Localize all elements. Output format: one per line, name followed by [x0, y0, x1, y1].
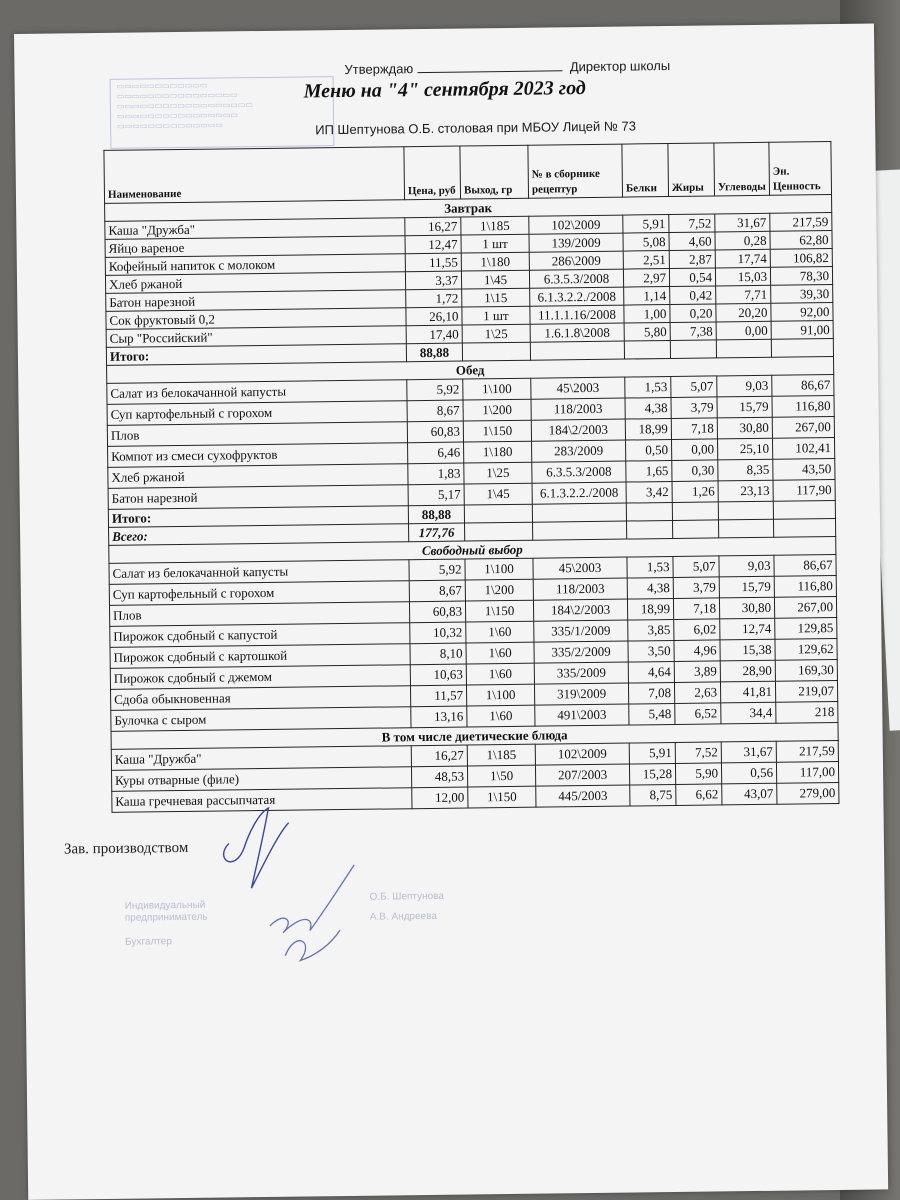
table-cell: 1\50 — [467, 765, 535, 787]
table-cell: 1\15 — [462, 288, 530, 307]
table-cell: 102,41 — [772, 438, 834, 460]
table-cell: 3,89 — [674, 661, 720, 683]
table-cell: 92,00 — [771, 303, 833, 322]
column-header: Наименование — [104, 147, 405, 204]
table-cell: 91,00 — [771, 321, 833, 340]
table-cell: 8,10 — [410, 643, 466, 665]
dish-name: Кофейный напиток с молоком — [105, 254, 405, 276]
table-cell: 0,50 — [626, 439, 672, 461]
table-cell: 62,80 — [770, 231, 832, 250]
table-cell: 3,79 — [673, 577, 719, 599]
table-cell: 5,48 — [629, 703, 675, 725]
empty-cell — [718, 501, 773, 520]
section-title: Обед — [107, 357, 834, 384]
section-title: Свободный выбор — [109, 536, 836, 563]
table-cell: 1,72 — [406, 289, 462, 308]
table-cell: 335/1/2009 — [534, 620, 628, 642]
table-cell: 207/2003 — [535, 764, 629, 786]
table-cell: 116,80 — [774, 575, 836, 597]
dish-name: Пирожок сдобный с капустой — [110, 623, 410, 648]
section-title: В том числе диетические блюда — [111, 722, 838, 749]
table-cell: 20,20 — [716, 303, 771, 322]
table-cell: 491\2003 — [535, 704, 629, 726]
table-cell: 12,00 — [412, 787, 468, 809]
table-cell: 5,17 — [408, 484, 464, 506]
table-cell: 118/2003 — [533, 578, 627, 600]
stamp-right-text — [370, 891, 445, 924]
table-cell: 6.3.5.3/2008 — [532, 461, 626, 483]
column-header: Выход, гр — [460, 145, 529, 199]
table-cell: 0,30 — [672, 460, 718, 482]
table-cell: 1,00 — [624, 305, 670, 324]
empty-cell — [771, 339, 833, 358]
table-cell: 139/2009 — [529, 233, 623, 252]
table-cell: 2,51 — [623, 251, 669, 270]
total-value: 177,76 — [409, 523, 465, 542]
dish-name: Каша "Дружба" — [105, 218, 405, 240]
table-cell: 43,50 — [773, 459, 835, 481]
empty-cell — [773, 501, 835, 520]
dish-name: Батон нарезной — [106, 290, 406, 312]
table-cell: 8,67 — [409, 580, 465, 602]
table-cell: 335/2009 — [534, 662, 628, 684]
table-cell: 335/2/2009 — [534, 641, 628, 663]
table-cell: 11,57 — [410, 685, 466, 707]
table-cell: 86,67 — [774, 554, 836, 576]
dish-name: Каша "Дружба" — [111, 746, 411, 771]
empty-cell — [533, 521, 627, 540]
table-cell: 2,63 — [674, 682, 720, 704]
table-cell: 6,52 — [675, 703, 721, 725]
column-header: Эн. Ценность — [769, 142, 832, 196]
table-cell: 28,90 — [720, 660, 775, 682]
column-header: Белки — [622, 144, 669, 198]
table-cell: 1\60 — [466, 621, 534, 643]
table-cell: 41,81 — [720, 681, 775, 703]
table-cell: 0,00 — [716, 321, 771, 340]
table-cell: 60,83 — [409, 601, 465, 623]
table-cell: 11,55 — [405, 253, 461, 272]
table-cell: 286\2009 — [529, 251, 623, 270]
table-cell: 5,08 — [623, 233, 669, 252]
table-cell: 6,62 — [676, 784, 722, 806]
table-cell: 1.6.1.8\2008 — [530, 323, 624, 342]
table-cell: 48,53 — [411, 766, 467, 788]
table-cell: 7,38 — [670, 322, 716, 341]
dish-name: Сдоба обыкновенная — [111, 686, 411, 711]
table-cell: 1\60 — [466, 663, 534, 685]
table-cell: 11.1.1.16/2008 — [530, 305, 624, 324]
table-cell: 1\25 — [462, 324, 530, 343]
dish-name: Суп картофельный с горохом — [109, 581, 409, 606]
table-cell: 5,07 — [673, 556, 719, 578]
column-header: Жиры — [668, 143, 715, 197]
empty-cell — [716, 339, 771, 358]
table-cell: 45\2003 — [533, 557, 627, 579]
table-cell: 4,60 — [669, 232, 715, 251]
stamp-left-line-3: Бухгалтер — [125, 936, 172, 948]
table-cell: 23,13 — [718, 480, 773, 502]
table-cell: 1\185 — [467, 744, 535, 766]
table-cell: 1\180 — [464, 441, 532, 463]
table-cell: 31,67 — [715, 213, 770, 232]
table-cell: 7,08 — [628, 682, 674, 704]
table-cell: 3,37 — [405, 271, 461, 290]
table-cell: 16,27 — [411, 745, 467, 767]
table-cell: 15,28 — [629, 763, 675, 785]
table-cell: 1\45 — [464, 483, 532, 505]
empty-cell — [530, 341, 624, 360]
table-cell: 1,53 — [627, 556, 673, 578]
empty-cell — [626, 520, 672, 539]
table-cell: 3,50 — [628, 640, 674, 662]
table-cell: 9,03 — [719, 555, 774, 577]
table-cell: 9,03 — [717, 375, 772, 397]
table-cell: 10,63 — [410, 664, 466, 686]
table-cell: 5,90 — [675, 763, 721, 785]
empty-cell — [624, 341, 670, 360]
table-cell: 16,27 — [405, 217, 461, 236]
table-cell: 217,59 — [776, 740, 838, 762]
table-cell: 184\2/2003 — [533, 599, 627, 621]
empty-cell — [462, 342, 530, 361]
table-cell: 219,07 — [775, 680, 837, 702]
table-cell: 6.1.3.2.2./2008 — [530, 287, 624, 306]
table-cell: 169,30 — [775, 659, 837, 681]
total-label: Итого: — [106, 344, 406, 366]
empty-cell — [672, 502, 718, 521]
section-title: Завтрак — [105, 195, 832, 222]
stamp-right-line-1: О.Б. Шептунова — [369, 890, 444, 903]
table-cell: 5,91 — [623, 215, 669, 234]
table-cell: 1\185 — [461, 216, 529, 235]
approve-label: Утверждаю — [344, 61, 414, 77]
dish-name: Сыр "Российский" — [106, 326, 406, 348]
table-cell: 1\150 — [468, 786, 536, 808]
dish-name: Суп картофельный с горохом — [107, 401, 407, 426]
total-value: 88,88 — [408, 505, 464, 524]
empty-cell — [465, 522, 533, 541]
table-cell: 184\2/2003 — [531, 419, 625, 441]
table-cell: 6.3.5.3/2008 — [529, 269, 623, 288]
empty-cell — [532, 503, 626, 522]
dish-name: Салат из белокачанной капусты — [107, 380, 407, 405]
table-cell: 4,38 — [627, 577, 673, 599]
table-cell: 30,80 — [719, 597, 774, 619]
table-cell: 1\180 — [461, 252, 529, 271]
table-cell: 34,4 — [721, 702, 776, 724]
empty-cell — [672, 520, 718, 539]
table-cell: 319\2009 — [534, 683, 628, 705]
table-cell: 4,96 — [674, 640, 720, 662]
table-cell: 1,26 — [672, 481, 718, 503]
table-cell: 30,80 — [717, 417, 772, 439]
table-cell: 218 — [776, 701, 838, 723]
approve-role: Директор школы — [569, 57, 671, 75]
table-cell: 1\150 — [465, 600, 533, 622]
table-cell: 7,18 — [673, 598, 719, 620]
table-cell: 7,71 — [716, 285, 771, 304]
table-cell: 445/2003 — [536, 785, 630, 807]
table-cell: 1\100 — [465, 558, 533, 580]
dish-name: Сок фруктовый 0,2 — [106, 308, 406, 330]
dish-name: Хлеб ржаной — [108, 464, 408, 489]
production-manager — [64, 840, 189, 859]
table-cell: 1\45 — [461, 270, 529, 289]
table-cell: 17,40 — [406, 325, 462, 344]
table-cell: 283/2009 — [532, 440, 626, 462]
table-cell: 5,07 — [671, 376, 717, 398]
table-cell: 1,65 — [626, 460, 672, 482]
dish-name: Пирожок сдобный с картошкой — [110, 644, 410, 669]
table-cell: 39,30 — [771, 285, 833, 304]
table-cell: 102\2009 — [529, 215, 623, 234]
table-cell: 8,35 — [718, 459, 773, 481]
table-cell: 13,16 — [411, 706, 467, 728]
table-cell: 117,00 — [776, 761, 838, 783]
table-cell: 129,62 — [775, 638, 837, 660]
manager-label: Зав. производством — [63, 839, 189, 858]
table-cell: 1\100 — [466, 684, 534, 706]
table-cell: 0,42 — [670, 286, 716, 305]
table-cell: 78,30 — [770, 267, 832, 286]
total-label: Всего: — [109, 524, 409, 546]
table-cell: 6.1.3.2.2./2008 — [532, 482, 626, 504]
stamp-left-line-1: Индивидуальный — [124, 899, 206, 912]
approval-line — [344, 58, 670, 77]
table-cell: 0,28 — [715, 231, 770, 250]
table-cell: 1\200 — [465, 579, 533, 601]
table-cell: 2,87 — [669, 250, 715, 269]
dish-name: Куры отварные (филе) — [112, 767, 412, 792]
dish-name: Батон нарезной — [108, 485, 408, 510]
dish-name: Компот из смеси сухофруктов — [108, 443, 408, 468]
table-cell: 15,79 — [717, 396, 772, 418]
table-cell: 5,92 — [409, 559, 465, 581]
table-cell: 118/2003 — [531, 398, 625, 420]
table-cell: 106,82 — [770, 249, 832, 268]
table-cell: 15,79 — [719, 576, 774, 598]
table-cell: 26,10 — [406, 307, 462, 326]
stamp-left-line-2: предприниматель — [124, 911, 208, 924]
document-sheet — [14, 23, 888, 1199]
table-cell: 267,00 — [772, 417, 834, 439]
organization: ИП Шептунова О.Б. столовая при МБОУ Лицей № 73 — [315, 118, 636, 138]
table-cell: 3,79 — [671, 397, 717, 419]
table-cell: 8,67 — [407, 400, 463, 422]
table-cell: 45\2003 — [531, 377, 625, 399]
page-title: Меню на "4" сентября 2023 год — [303, 77, 586, 103]
empty-cell — [773, 519, 835, 538]
dish-name: Пирожок сдобный с джемом — [110, 665, 410, 690]
table-cell: 18,99 — [625, 418, 671, 440]
dish-name: Хлеб ржаной — [105, 272, 405, 294]
table-cell: 1\60 — [467, 705, 535, 727]
table-cell: 1\200 — [463, 399, 531, 421]
table-cell: 5,80 — [624, 323, 670, 342]
table-cell: 279,00 — [777, 782, 839, 804]
table-cell: 116,80 — [772, 396, 834, 418]
table-cell: 1,14 — [624, 287, 670, 306]
dish-name: Булочка с сыром — [111, 707, 411, 732]
table-cell: 1,53 — [625, 377, 671, 399]
table-cell: 267,00 — [774, 596, 836, 618]
table-cell: 17,74 — [715, 249, 770, 268]
table-cell: 43,07 — [722, 783, 777, 805]
menu-table-body — [105, 195, 839, 813]
stamp-right-line-2: А.В. Андреева — [369, 910, 438, 923]
table-cell: 1 шт — [461, 234, 529, 253]
table-cell: 7,52 — [669, 214, 715, 233]
table-cell: 3,85 — [628, 619, 674, 641]
table-cell: 31,67 — [721, 741, 776, 763]
table-cell: 6,46 — [408, 442, 464, 464]
table-cell: 4,64 — [628, 661, 674, 683]
table-cell: 1\60 — [466, 642, 534, 664]
faded-stamp: ▭▭▭▭▭▭▭▭▭▭▭▭ ▭▭▭▭▭▭▭▭▭▭▭▭▭▭▭▭ ▭▭▭▭▭▭▭▭▭▭▭▭▭▭▭▭▭▭ ▭▭▭▭▭▭▭▭▭▭▭▭▭▭▭▭ ▭▭▭▭▭▭▭▭▭▭▭▭▭▭ — [110, 76, 335, 149]
column-header: Углеводы — [714, 142, 770, 196]
table-cell: 10,32 — [410, 622, 466, 644]
empty-cell — [718, 519, 773, 538]
table-cell: 7,52 — [675, 742, 721, 764]
table-cell: 1 шт — [462, 306, 530, 325]
table-cell: 1\25 — [464, 462, 532, 484]
table-cell: 6,02 — [674, 619, 720, 641]
table-cell: 102\2009 — [535, 743, 629, 765]
table-cell: 0,00 — [672, 439, 718, 461]
table-cell: 2,97 — [623, 269, 669, 288]
table-cell: 0,54 — [669, 268, 715, 287]
table-cell: 3,42 — [626, 481, 672, 503]
table-cell: 5,92 — [407, 379, 463, 401]
table-cell: 15,03 — [715, 267, 770, 286]
empty-cell — [464, 504, 532, 523]
table-cell: 18,99 — [627, 598, 673, 620]
total-value: 88,88 — [406, 343, 462, 362]
empty-cell — [626, 502, 672, 521]
table-cell: 7,18 — [671, 418, 717, 440]
table-cell: 12,74 — [720, 618, 775, 640]
table-cell: 5,91 — [629, 742, 675, 764]
director-signature — [254, 860, 375, 981]
table-cell: 0,20 — [670, 304, 716, 323]
dish-name: Салат из белокачанной капусты — [109, 560, 409, 585]
column-header: № в сборнике рецептур — [528, 144, 623, 198]
table-cell: 25,10 — [717, 438, 772, 460]
table-cell: 0,56 — [721, 762, 776, 784]
table-cell: 60,83 — [407, 421, 463, 443]
table-cell: 1\100 — [463, 378, 531, 400]
table-cell: 15,38 — [720, 639, 775, 661]
dish-name: Каша гречневая рассыпчатая — [112, 788, 412, 813]
table-cell: 217,59 — [770, 213, 832, 232]
dish-name: Яйцо вареное — [105, 236, 405, 258]
empty-cell — [670, 340, 716, 359]
table-cell: 1\150 — [463, 420, 531, 442]
total-label: Итого: — [108, 506, 408, 528]
table-cell: 86,67 — [772, 375, 834, 397]
approve-signature-line — [417, 70, 562, 73]
column-header: Цена, руб — [404, 146, 461, 200]
dish-name: Плов — [109, 602, 409, 627]
table-cell: 12,47 — [405, 235, 461, 254]
table-cell: 1,83 — [408, 463, 464, 485]
table-cell: 129,85 — [775, 617, 837, 639]
stamp-left-text — [125, 900, 208, 949]
table-header-row — [104, 142, 832, 204]
table-cell: 117,90 — [773, 480, 835, 502]
table-cell: 4,38 — [625, 398, 671, 420]
dish-name: Плов — [107, 422, 407, 447]
table-cell: 8,75 — [630, 784, 676, 806]
menu-table — [103, 141, 839, 813]
